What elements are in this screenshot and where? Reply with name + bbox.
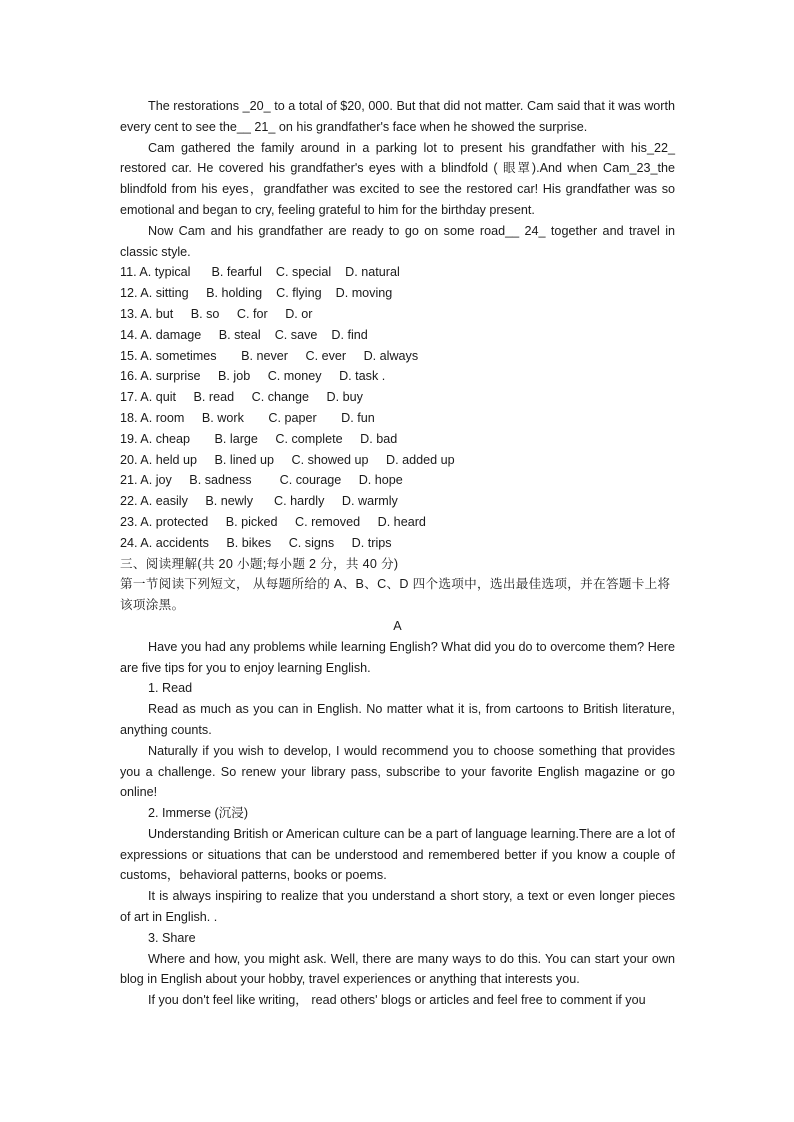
option-row-24: 24. A. accidents B. bikes C. signs D. trips	[120, 535, 392, 550]
tip-heading-immerse: 2. Immerse (沉浸)	[148, 806, 249, 821]
option-row-23: 23. A. protected B. picked C. removed D. heard	[120, 514, 426, 529]
option-row-16: 16. A. surprise B. job C. money D. task .	[120, 369, 386, 384]
options-list	[120, 262, 675, 553]
exam-page	[120, 96, 675, 1011]
cloze-paragraph-1: The restorations _20_ to a total of $20, 000. But that did not matter. Cam said that it was worth every cent to see the__ 21_ on his grandfather's face when he showed the surprise.	[120, 99, 675, 134]
reading-paragraph: Where and how, you might ask. Well, there are many ways to do this. You can start your own blog in English about your hobby, travel experiences or anything that interests you.	[120, 951, 675, 987]
option-row-22: 22. A. easily B. newly C. hardly D. warmly	[120, 494, 398, 509]
passage-label: A	[393, 618, 402, 633]
reading-paragraph: Have you had any problems while learning English? What did you do to overcome them? Here are five tips for you to enjoy learning English.	[120, 639, 675, 675]
option-row-18: 18. A. room B. work C. paper D. fun	[120, 410, 375, 425]
option-row-15: 15. A. sometimes B. never C. ever D. always	[120, 348, 419, 363]
cloze-paragraph-2: Cam gathered the family around in a parking lot to present his grandfather with his_22_ restored car. He covered his grandfather's eyes with a blindfold ( 眼罩).And when Cam_23_the blindfold from his eyes，grandfather was excited to see the restored car! His grandfather was so emotional and began to cry, feeling grateful to him for the birthday present.	[120, 140, 675, 217]
option-row-11: 11. A. typical B. fearful C. special D. natural	[120, 265, 400, 280]
reading-paragraph: Naturally if you wish to develop, I would recommend you to choose something that provides you a challenge. So renew your library pass, subscribe to your favorite English magazine or go online!	[120, 743, 675, 800]
reading-paragraph: If you don't feel like writing， read others' blogs or articles and feel free to comment if you	[148, 993, 646, 1008]
tip-heading-share: 3. Share	[148, 930, 196, 945]
option-row-13: 13. A. but B. so C. for D. or	[120, 306, 313, 321]
option-row-19: 19. A. cheap B. large C. complete D. bad	[120, 431, 398, 446]
reading-paragraph: It is always inspiring to realize that you understand a short story, a text or even longer pieces of art in English. .	[120, 889, 675, 925]
option-row-21: 21. A. joy B. sadness C. courage D. hope	[120, 473, 403, 488]
option-row-17: 17. A. quit B. read C. change D. buy	[120, 390, 363, 405]
option-row-12: 12. A. sitting B. holding C. flying D. moving	[120, 286, 393, 301]
option-row-20: 20. A. held up B. lined up C. showed up D. added up	[120, 452, 455, 467]
reading-paragraph: Read as much as you can in English. No matter what it is, from cartoons to British literature, anything counts.	[120, 702, 675, 737]
reading-paragraph: Understanding British or American culture can be a part of language learning.There are a lot of expressions or situations that can be understood and remembered better if you know a couple of customs，behavioral patterns, books or poems.	[120, 826, 675, 883]
cloze-paragraph-3: Now Cam and his grandfather are ready to go on some road__ 24_ together and travel in classic style.	[120, 223, 675, 259]
tip-heading-read: 1. Read	[148, 681, 193, 696]
option-row-14: 14. A. damage B. steal C. save D. find	[120, 327, 368, 342]
section-heading: 三、阅读理解(共 20 小题;每小题 2 分，共 40 分)	[120, 556, 399, 571]
section-instruction: 第一节阅读下列短文， 从每题所给的 A、B、C、D 四个选项中，选出最佳选项，并在答题卡上将该项涂黑。	[120, 577, 671, 613]
